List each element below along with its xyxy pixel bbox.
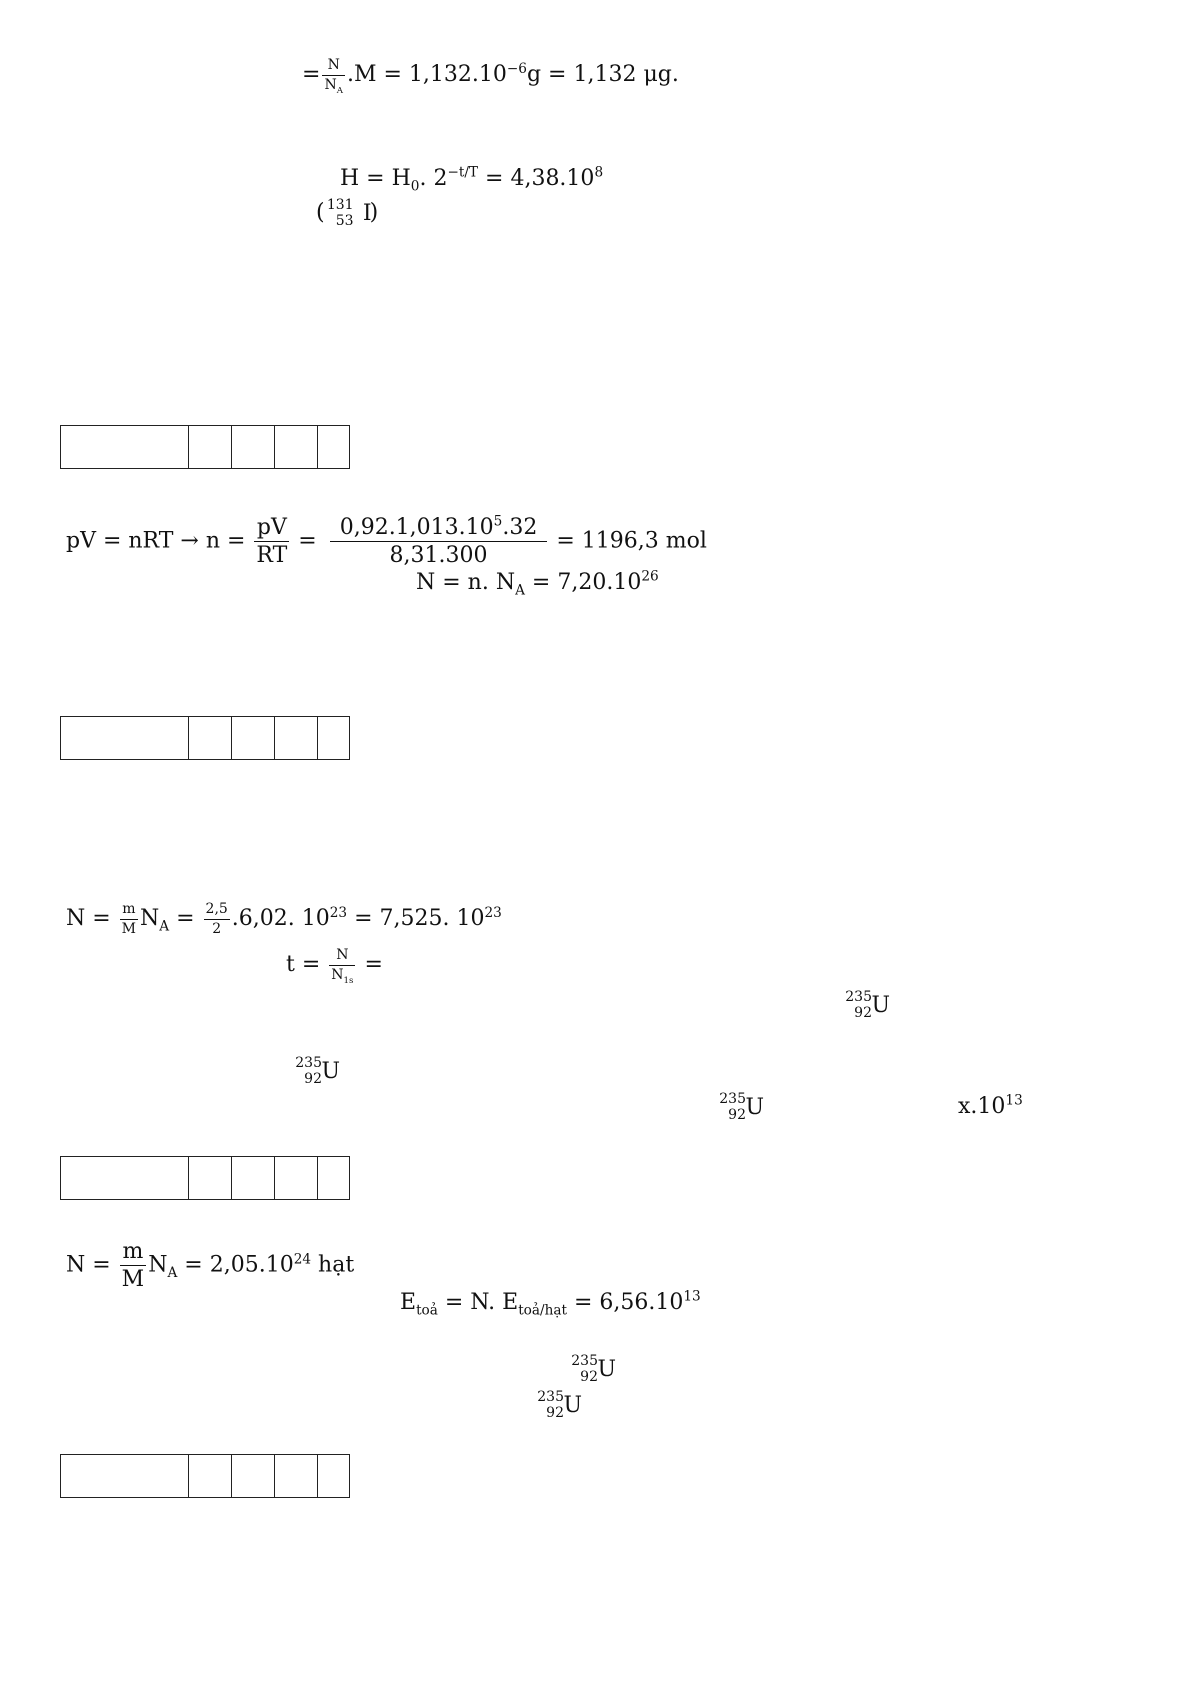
uranium-nuclide: 235 92 U xyxy=(537,1389,582,1421)
iodine-nuclide: ( 131 53 I ) xyxy=(316,197,379,229)
eq-mass-result: = $\frac{N}{N_A}$ $.M = 1,132.10^{-6}g = 1,132$ μg. xyxy=(302,57,679,96)
eq-activity: $H = H_0$. $2^{-t/T} = 4,38.10^8$ xyxy=(340,164,604,195)
fraction: $\frac{2,5}{2}$ xyxy=(205,901,228,937)
fraction: $\frac{pV}{RT}$ xyxy=(256,515,288,569)
fraction: $\frac{m}{M}$ xyxy=(121,901,137,937)
uranium-nuclide: 235 92 U xyxy=(719,1091,764,1123)
fraction: $\frac{m}{M}$ xyxy=(121,1239,145,1293)
answer-box xyxy=(60,1156,350,1200)
uranium-nuclide: 235 92 U xyxy=(845,989,890,1021)
fraction: $\frac{N}{N_A}$ xyxy=(324,57,343,96)
fraction: $\frac{N}{N_{1s}}$ xyxy=(331,947,354,986)
answer-box xyxy=(60,425,350,469)
uranium-nuclide: 235 92 U xyxy=(571,1353,616,1385)
eq-number-of-atoms: N = $\frac{m}{M}$ $N_A$ = $\frac{2,5}{2}$ .6,02. $10^{23} = 7,525$. $10^{23}$ xyxy=(66,901,502,937)
eq-time: t = $\frac{N}{N_{1s}}$ = xyxy=(286,947,383,986)
fraction: $\frac{0,92.1,013.10^5.32}{8,31.300}$ xyxy=(330,516,548,567)
uranium-nuclide: 235 92 U xyxy=(295,1055,340,1087)
eq-particles-hat: N = $\frac{m}{M}$ $N_A = 2,05.10^{24}$ hạt xyxy=(66,1239,355,1293)
answer-box xyxy=(60,716,350,760)
answer-box xyxy=(60,1454,350,1498)
eq-particle-count: N = n. $N_A = 7,20.10^{26}$ xyxy=(416,568,659,599)
eq-answer-format: $x.10^{13}$ xyxy=(958,1092,1023,1119)
eq-energy-released: $E_{toả} = N$. $E_{toả/hạt} = 6,56.10^{13}$ xyxy=(400,1288,701,1319)
eq-ideal-gas: pV = nRT → n = $\frac{pV}{RT}$ = $\frac{0,92.1,013.10^5.32}{8,31.300}$ = 1196,3 mol xyxy=(66,513,707,569)
